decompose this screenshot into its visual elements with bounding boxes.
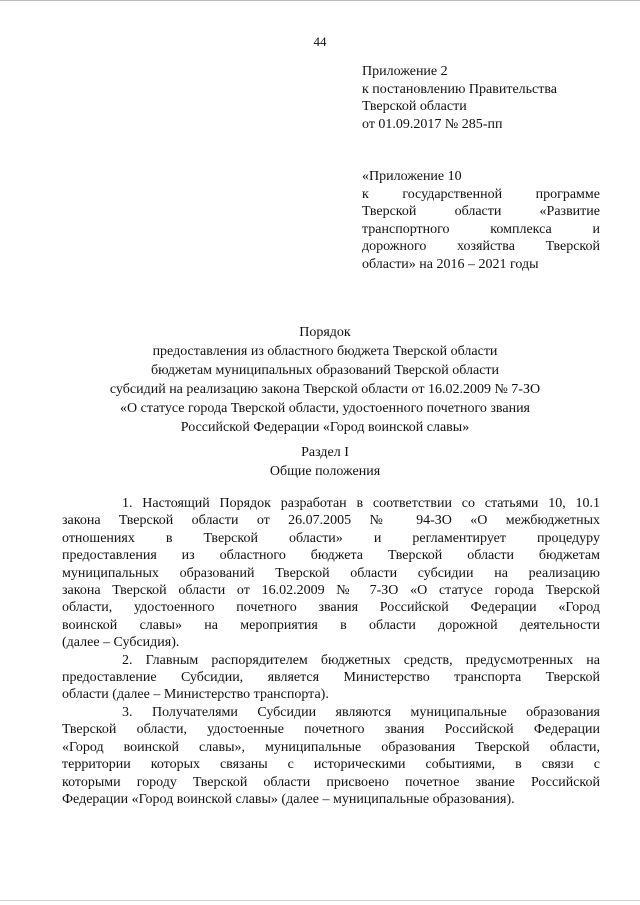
annex-line: Приложение 2	[362, 64, 448, 79]
paragraph-2	[62, 652, 600, 704]
program-annex-line: транспортного комплекса и	[362, 221, 600, 237]
title-line: «О статусе города Тверской области, удостоенного почетного звания	[120, 401, 530, 416]
section-title: Общие положения	[269, 464, 381, 479]
paragraph-line: отношениях в Тверской области» и регламентирует процедуру	[62, 530, 600, 546]
title-line: Порядок	[299, 325, 351, 340]
paragraph-line: «Город воинской славы», муниципальные образования Тверской области,	[62, 739, 600, 755]
paragraph-line: воинской славы» на мероприятия в области дорожной деятельности	[62, 617, 600, 633]
paragraph-line: которыми городу Тверской области присвоено почетное звание Российской	[62, 774, 600, 790]
section-heading	[60, 443, 590, 481]
section-number: Раздел I	[301, 445, 349, 460]
annex-reference-block	[362, 63, 600, 133]
program-annex-line: «Приложение 10	[362, 169, 462, 184]
title-line: субсидий на реализацию закона Тверской области от 16.02.2009 № 7-ЗО	[109, 382, 541, 397]
paragraph-line: Федерации «Город воинской славы» (далее – муниципальные образования).	[62, 791, 515, 807]
paragraph-line: предоставление Субсидии, является Министерство транспорта Тверской	[62, 670, 600, 686]
title-line: Российской Федерации «Город воинской славы»	[180, 420, 470, 435]
program-annex-line: дорожного хозяйства Тверской	[362, 239, 600, 254]
document-title	[60, 323, 590, 437]
paragraph-line: 2. Главным распорядителем бюджетных средств, предусмотренных на	[122, 652, 600, 668]
paragraph-line: Тверской области, удостоенные почетного звания Российской Федерации	[62, 722, 600, 738]
annex-line: к постановлению Правительства	[362, 81, 558, 97]
title-line: предоставления из областного бюджета Тверской области	[152, 344, 498, 359]
paragraph-3	[62, 704, 600, 808]
paragraph-1	[62, 495, 600, 652]
page-number: 44	[313, 34, 327, 49]
paragraph-line: 1. Настоящий Порядок разработан в соответствии со статьями 10, 10.1	[122, 496, 600, 511]
program-annex-line: Тверской области «Развитие	[362, 204, 600, 219]
paragraph-line: закона Тверской области от 26.07.2005 № 94-ЗО «О межбюджетных	[62, 513, 600, 529]
program-annex-line: к государственной программе	[362, 186, 600, 202]
paragraph-line: предоставления из областного бюджета Тверской области бюджетам	[62, 548, 600, 564]
annex-line: от 01.09.2017 № 285-пп	[362, 116, 503, 132]
paragraph-line: 3. Получателями Субсидии являются муниципальные образования	[122, 704, 600, 720]
paragraph-line: территории которых связаны с историческими событиями, в связи с	[62, 757, 600, 773]
page-bottom-edge	[0, 900, 640, 901]
body-text	[62, 495, 600, 808]
title-line: бюджетам муниципальных образований Тверской области	[150, 363, 500, 378]
paragraph-line: области, удостоенного почетного звания Российской Федерации «Город	[62, 600, 600, 616]
annex-line: Тверской области	[362, 99, 467, 114]
program-annex-block	[362, 168, 600, 273]
paragraph-line: (далее – Субсидия).	[62, 635, 180, 651]
paragraph-line: области (далее – Министерство транспорта).	[62, 687, 329, 703]
paragraph-line: закона Тверской области от 16.02.2009 № 7-ЗО «О статусе города Тверской	[62, 583, 600, 599]
program-annex-line: области» на 2016 – 2021 годы	[362, 256, 539, 272]
page-top-edge	[0, 0, 640, 1]
paragraph-line: муниципальных образований Тверской области субсидии на реализацию	[62, 565, 600, 581]
